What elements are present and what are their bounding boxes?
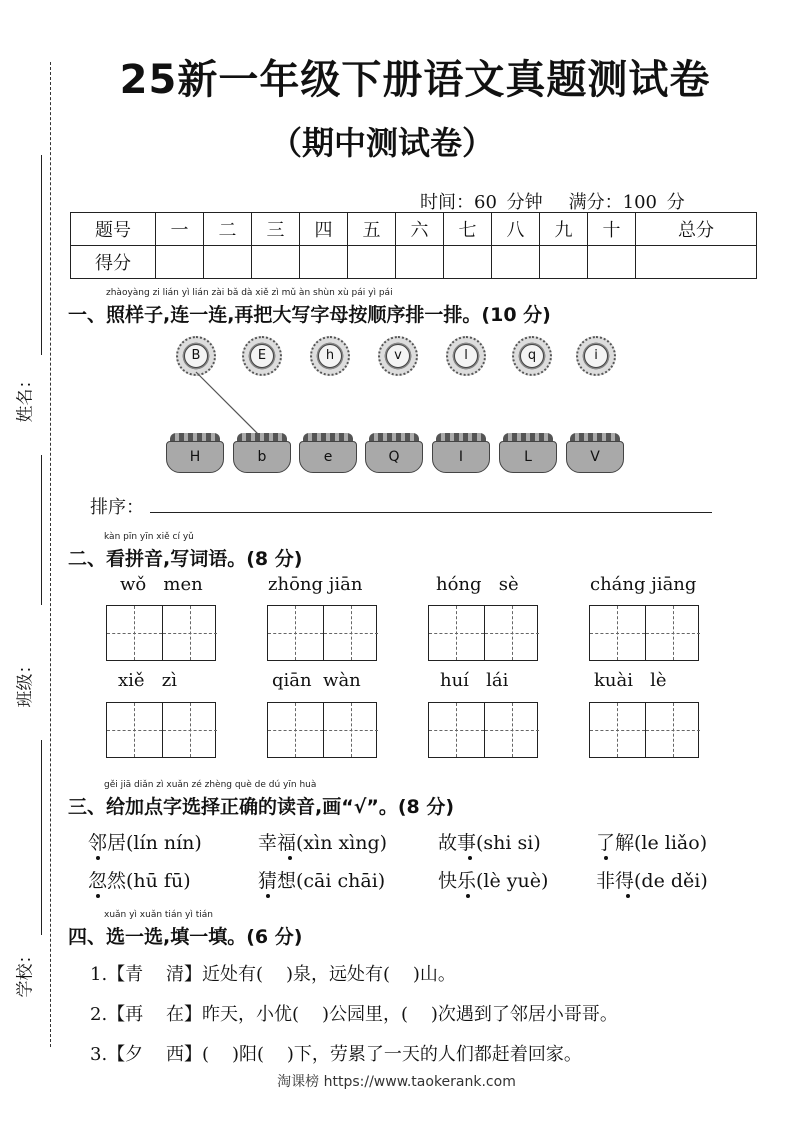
section3-title: 三、给加点字选择正确的读音,画“√”。(8 分)	[68, 796, 455, 818]
fill-blank-line[interactable]: 1.【青 清】近处有( )泉，远处有( )山。	[90, 964, 456, 985]
flower-letter: q	[520, 344, 544, 368]
score-blank[interactable]	[588, 246, 636, 279]
flower[interactable]	[176, 336, 216, 376]
score-cell: 九	[540, 213, 588, 246]
pinyin-prompt: xiě zì	[118, 670, 177, 691]
basket[interactable]	[432, 433, 490, 473]
flower[interactable]	[446, 336, 486, 376]
basket-letter: L	[499, 441, 557, 473]
score-table	[70, 212, 757, 279]
writing-grid[interactable]	[428, 605, 538, 661]
pinyin-prompt: kuài lè	[594, 670, 667, 691]
flower-letter: E	[250, 344, 274, 368]
writing-grid[interactable]	[589, 702, 699, 758]
emphasis-dot	[466, 894, 470, 898]
section1-title: 一、照样子,连一连,再把大写字母按顺序排一排。(10 分)	[68, 304, 551, 326]
writing-grid[interactable]	[106, 605, 216, 661]
basket-letter: I	[432, 441, 490, 473]
basket[interactable]	[233, 433, 291, 473]
fill-blank-line[interactable]: 3.【夕 西】( )阳( )下，劳累了一天的人们都赶着回家。	[90, 1044, 582, 1065]
flower-letter: h	[318, 344, 342, 368]
emphasis-dot	[468, 856, 472, 860]
emphasis-dot	[96, 894, 100, 898]
name-line-lower	[41, 455, 42, 605]
score-row-label: 得分	[71, 246, 156, 279]
section2-pinyin: kàn pīn yīn xiě cí yǔ	[104, 532, 194, 542]
flower[interactable]	[576, 336, 616, 376]
basket[interactable]	[566, 433, 624, 473]
pinyin-prompt: wǒ men	[120, 574, 203, 595]
order-answer-line[interactable]	[150, 512, 712, 513]
pinyin-prompt: hóng sè	[436, 574, 519, 595]
score-blank[interactable]	[636, 246, 757, 279]
class-line	[41, 740, 42, 935]
score-blank[interactable]	[156, 246, 204, 279]
flower[interactable]	[378, 336, 418, 376]
name-line	[41, 155, 42, 355]
basket[interactable]	[166, 433, 224, 473]
flower-letter: v	[386, 344, 410, 368]
page-title: 25新一年级下册语文真题测试卷	[119, 57, 711, 103]
emphasis-dot	[266, 894, 270, 898]
emphasis-dot	[626, 894, 630, 898]
basket[interactable]	[299, 433, 357, 473]
exam-time: 时间：60 分钟	[420, 192, 543, 213]
section1-pinyin: zhàoyàng zi lián yì lián zài bǎ dà xiě zì mǔ àn shùn xù pái yì pái	[106, 288, 393, 298]
writing-grid[interactable]	[267, 605, 377, 661]
basket-letter: e	[299, 441, 357, 473]
score-blank[interactable]	[444, 246, 492, 279]
basket-letter: V	[566, 441, 624, 473]
score-cell: 六	[396, 213, 444, 246]
exam-full-score: 满分：100 分	[568, 192, 685, 213]
section4-title: 四、选一选,填一填。(6 分)	[68, 926, 303, 948]
reading-item[interactable]: 幸福(xìn xìng)	[258, 832, 388, 854]
basket-letter: b	[233, 441, 291, 473]
flower[interactable]	[512, 336, 552, 376]
pinyin-prompt: huí lái	[440, 670, 509, 691]
score-blank[interactable]	[540, 246, 588, 279]
reading-item[interactable]: 邻居(lín nín)	[88, 832, 202, 854]
writing-grid[interactable]	[428, 702, 538, 758]
footer-watermark: 淘课榜 https://www.taokerank.com	[277, 1074, 516, 1090]
section4-pinyin: xuǎn yì xuǎn tián yì tián	[104, 910, 213, 920]
flower[interactable]	[310, 336, 350, 376]
reading-item[interactable]: 忽然(hū fū)	[88, 870, 191, 892]
score-blank[interactable]	[396, 246, 444, 279]
score-blank[interactable]	[492, 246, 540, 279]
school-label: 学校：	[15, 946, 36, 998]
basket-letter: H	[166, 441, 224, 473]
order-label: 排序：	[90, 497, 144, 518]
pinyin-prompt: cháng jiāng	[590, 574, 697, 595]
basket[interactable]	[365, 433, 423, 473]
score-cell: 八	[492, 213, 540, 246]
pinyin-prompt: qiān wàn	[272, 670, 361, 691]
page-subtitle: （期中测试卷）	[270, 124, 495, 162]
score-blank[interactable]	[300, 246, 348, 279]
writing-grid[interactable]	[106, 702, 216, 758]
score-cell: 总分	[636, 213, 757, 246]
flower-letter: i	[584, 344, 608, 368]
score-blank[interactable]	[204, 246, 252, 279]
section2-title: 二、看拼音,写词语。(8 分)	[68, 548, 303, 570]
score-blank[interactable]	[252, 246, 300, 279]
score-blank[interactable]	[348, 246, 396, 279]
reading-item[interactable]: 故事(shi si)	[438, 832, 541, 854]
emphasis-dot	[96, 856, 100, 860]
fill-blank-line[interactable]: 2.【再 在】昨天，小优( )公园里，( )次遇到了邻居小哥哥。	[90, 1004, 618, 1025]
score-cell: 十	[588, 213, 636, 246]
binding-dashed-line	[50, 62, 51, 1047]
score-table-score-row	[71, 246, 757, 279]
score-table-header-row	[71, 213, 757, 246]
score-cell: 题号	[71, 213, 156, 246]
flower[interactable]	[242, 336, 282, 376]
basket[interactable]	[499, 433, 557, 473]
pinyin-prompt: zhōng jiān	[268, 574, 363, 595]
score-cell: 二	[204, 213, 252, 246]
emphasis-dot	[288, 856, 292, 860]
emphasis-dot	[604, 856, 608, 860]
score-cell: 五	[348, 213, 396, 246]
reading-item[interactable]: 猜想(cāi chāi)	[258, 870, 386, 892]
writing-grid[interactable]	[589, 605, 699, 661]
score-cell: 七	[444, 213, 492, 246]
writing-grid[interactable]	[267, 702, 377, 758]
section3-pinyin: gěi jiā diǎn zì xuǎn zé zhèng què de dú yīn huà	[104, 780, 317, 790]
score-cell: 四	[300, 213, 348, 246]
reading-item[interactable]: 快乐(lè yuè)	[438, 870, 549, 892]
score-cell: 三	[252, 213, 300, 246]
flower-letter: l	[454, 344, 478, 368]
exam-info	[420, 188, 711, 214]
basket-letter: Q	[365, 441, 423, 473]
reading-item[interactable]: 了解(le liǎo)	[596, 832, 708, 854]
reading-item[interactable]: 非得(de děi)	[596, 870, 708, 892]
name-label: 姓名：	[15, 371, 36, 423]
flower-letter: B	[184, 344, 208, 368]
score-cell: 一	[156, 213, 204, 246]
class-label: 班级：	[15, 656, 36, 708]
